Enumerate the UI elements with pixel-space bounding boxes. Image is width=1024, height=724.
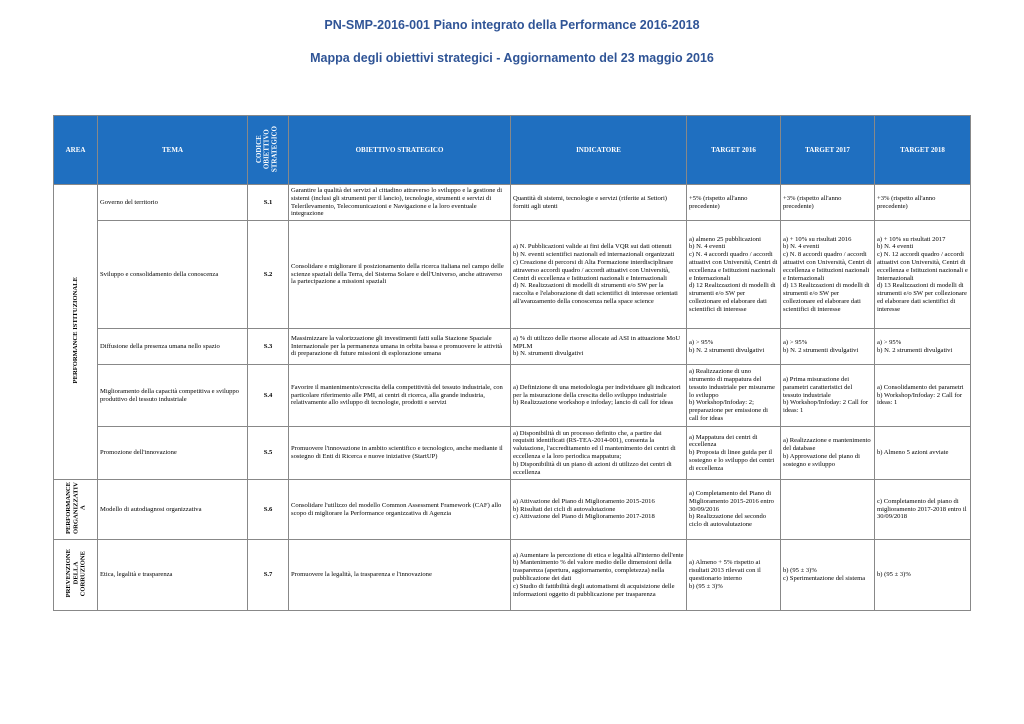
code-cell: S.3: [248, 329, 289, 365]
tema-cell: Modello di autodiagnosi organizzativa: [98, 480, 248, 540]
area-cell: [54, 540, 98, 611]
code-cell: S.2: [248, 221, 289, 329]
target-2018-cell: b) (95 ± 3)%: [875, 540, 971, 611]
table-row: [54, 185, 971, 221]
area-label: PREVENZIONE DELLA CORRUZIONE: [64, 549, 87, 598]
indicatore-cell: Quantità di sistemi, tecnologie e servizi (riferite ai Settori) forniti agli utenti: [511, 185, 687, 221]
indicatore-cell: a) N. Pubblicazioni valide ai fini della VQR sui dati ottenuti b) N. eventi scientifici nazionali ed internazionali organizzati c) Creazione di percorsi di Alta Formazione interdisciplinare attraverso accordi quadro / accordi attuativi con Università, Centri di eccellenza e Istituzioni nazionali e Internazionali d) N. Realizzazioni di modelli di strumenti e/o SW per la raccolta e l'elaborazione di dati scientifici di interesse orientati all'avanzamento della conoscenza nella space science: [511, 221, 687, 329]
obiettivo-cell: Consolidare l'utilizzo del modello Common Assessment Framework (CAF) allo scopo di migliorare la Performance organizzativa di Agenzia: [289, 480, 511, 540]
target-2016-cell: +5% (rispetto all'anno precedente): [687, 185, 781, 221]
header-row: [54, 116, 971, 185]
document-subtitle: Mappa degli obiettivi strategici - Aggiornamento del 23 maggio 2016: [310, 51, 714, 65]
target-2017-cell: a) + 10% su risultati 2016 b) N. 4 eventi c) N. 8 accordi quadro / accordi attuativi con Università, Centri di eccellenza e Istituzioni nazionali e Internazionali d) 13 Realizzazioni di modelli di strumenti e/o SW per collezionare ed elaborare dati scientifici di interesse: [781, 221, 875, 329]
obiettivo-cell: Massimizzare la valorizzazione gli investimenti fatti sulla Stazione Spaziale Internazionale per la permanenza umana in orbita bassa e promuovere le attività di preparazione di future missioni di esplorazione umana: [289, 329, 511, 365]
tema-cell: Miglioramento della capacità competitiva e sviluppo produttivo del tessuto industriale: [98, 365, 248, 427]
target-2018-cell: +3% (rispetto all'anno precedente): [875, 185, 971, 221]
indicatore-cell: a) Aumentare la percezione di etica e legalità all'interno dell'ente b) Mantenimento % del valore medio delle dimensioni della trasparenza (apertura, aggiornamento, completezza) nella pubblicazione dei dati c) Studio di fattibilità degli automatismi di acquisizione delle informazioni oggetto di pubblicazione per trasparenza: [511, 540, 687, 611]
indicatore-cell: a) Definizione di una metodologia per individuare gli indicatori per la misurazione della crescita dello sviluppo industriale b) Realizzazione workshop e infoday; lancio di call for ideas: [511, 365, 687, 427]
area-label: PERFORMANCE ORGANIZZATIV A: [64, 482, 87, 535]
target-2017-cell: a) Realizzazione e mantenimento del database b) Approvazione del piano di sostegno e sviluppo: [781, 427, 875, 480]
indicatore-cell: a) Disponibilità di un processo definito che, a partire dai requisiti identificati (RS-TEA-2014-001), consenta la valutazione, l'accreditamento ed il mantenimento dei centri di eccellenza e la loro periodica mappatura; b) Disponibilità di un piano di azioni di utilizzo dei centri di eccellenza: [511, 427, 687, 480]
target-2018-cell: c) Completamento del piano di miglioramento 2017-2018 entro il 30/09/2018: [875, 480, 971, 540]
table-row: [54, 540, 971, 611]
obiettivo-cell: Consolidare e migliorare il posizionamento della ricerca italiana nel campo delle scienze spaziali della Terra, del Sistema Solare e dell'Universo, anche attraverso la partecipazione a missioni spaziali: [289, 221, 511, 329]
obiettivo-cell: Promuovere la legalità, la trasparenza e l'innovazione: [289, 540, 511, 611]
table-row: [54, 427, 971, 480]
table-row: [54, 365, 971, 427]
tema-cell: Governo del territorio: [98, 185, 248, 221]
target-2018-cell: a) + 10% su risultati 2017 b) N. 4 eventi c) N. 12 accordi quadro / accordi attuativi con Università, Centri di eccellenza e Istituzioni nazionali e Internazionali d) 13 Realizzazioni di modelli di strumenti e/o SW per collezionare ed elaborare dati scientifici di interesse: [875, 221, 971, 329]
indicatore-cell: a) % di utilizzo delle risorse allocate ad ASI in attuazione MoU MPLM b) N. strumenti divulgativi: [511, 329, 687, 365]
target-2018-cell: a) Consolidamento dei parametri b) Workshop/Infoday: 2 Call for ideas: 1: [875, 365, 971, 427]
target-2017-cell: b) (95 ± 3)% c) Sperimentazione del sistema: [781, 540, 875, 611]
header-tema: TEMA: [98, 116, 248, 185]
tema-cell: Etica, legalità e trasparenza: [98, 540, 248, 611]
code-cell: S.5: [248, 427, 289, 480]
code-cell: S.6: [248, 480, 289, 540]
area-cell: [54, 185, 98, 480]
area-label: PERFORMANCE ISTITUZIONALE: [71, 277, 79, 384]
target-2017-cell: [781, 480, 875, 540]
header-codice-label: CODICE OBIETTIVO STRATEGICO: [255, 125, 279, 172]
table-row: [54, 221, 971, 329]
target-2016-cell: a) Almeno + 5% rispetto ai risultati 2013 rilevati con il questionario interno b) (95 ± 3)%: [687, 540, 781, 611]
target-2018-cell: a) > 95% b) N. 2 strumenti divulgativi: [875, 329, 971, 365]
header-target-2017: TARGET 2017: [781, 116, 875, 185]
header-target-2016: TARGET 2016: [687, 116, 781, 185]
table-row: [54, 329, 971, 365]
header-codice: [248, 116, 289, 185]
indicatore-cell: a) Attivazione del Piano di Miglioramento 2015-2016 b) Risultati dei cicli di autovalutazione c) Attivazione del Piano di Miglioramento 2017-2018: [511, 480, 687, 540]
obiettivo-cell: Garantire la qualità dei servizi al cittadino attraverso lo sviluppo e la gestione di sistemi (inclusi gli strumenti per il lancio), tecnologie, strumenti e servizi di Telerilevamento, Telecomunicazioni e Navigazione e la loro eventuale integrazione: [289, 185, 511, 221]
header-indicatore: INDICATORE: [511, 116, 687, 185]
document-title: PN-SMP-2016-001 Piano integrato della Performance 2016-2018: [324, 18, 700, 32]
tema-cell: Sviluppo e consolidamento della conoscenza: [98, 221, 248, 329]
obiettivo-cell: Promuovere l'innovazione in ambito scientifico e tecnologico, anche mediante il sostegno di Enti di Ricerca e nuove iniziative (StartUP): [289, 427, 511, 480]
tema-cell: Promozione dell'innovazione: [98, 427, 248, 480]
target-2017-cell: a) > 95% b) N. 2 strumenti divulgativi: [781, 329, 875, 365]
area-cell: [54, 480, 98, 540]
tema-cell: Diffusione della presenza umana nello spazio: [98, 329, 248, 365]
target-2016-cell: a) almeno 25 pubblicazioni b) N. 4 eventi c) N. 4 accordi quadro / accordi attuativi con Università, Centri di eccellenza e Istituzioni nazionali e Internazionali d) 12 Realizzazioni di modelli di strumenti e/o SW per collezionare ed elaborare dati scientifici di interesse: [687, 221, 781, 329]
header-area: AREA: [54, 116, 98, 185]
target-2016-cell: a) Realizzazione di uno strumento di mappatura del tessuto industriale per misurarne lo sviluppo b) Workshop/Infoday: 2; preparazione per emissione di call for ideas: [687, 365, 781, 427]
obiettivo-cell: Favorire il mantenimento/crescita della competitività del tessuto industriale, con particolare riferimento alle PMI, ai centri di ricerca, alla grande industria, relativamente allo sviluppo di tecnologie, prodotti e servizi: [289, 365, 511, 427]
target-2017-cell: a) Prima misurazione dei parametri caratteristici del tessuto industriale b) Workshop/Infoday: 2 Call for ideas: 1: [781, 365, 875, 427]
target-2016-cell: a) Mappatura dei centri di eccellenza b) Proposta di linee guida per il sostegno e lo sviluppo dei centri di eccellenza: [687, 427, 781, 480]
target-2016-cell: a) Completamento del Piano di Miglioramento 2015-2016 entro 30/09/2016 b) Realizzazione del secondo ciclo di autovalutazione: [687, 480, 781, 540]
target-2016-cell: a) > 95% b) N. 2 strumenti divulgativi: [687, 329, 781, 365]
target-2017-cell: +3% (rispetto all'anno precedente): [781, 185, 875, 221]
target-2018-cell: b) Almeno 5 azioni avviate: [875, 427, 971, 480]
code-cell: S.1: [248, 185, 289, 221]
header-obiettivo: OBIETTIVO STRATEGICO: [289, 116, 511, 185]
code-cell: S.7: [248, 540, 289, 611]
table-row: [54, 480, 971, 540]
objectives-table: [53, 115, 971, 611]
header-target-2018: TARGET 2018: [875, 116, 971, 185]
code-cell: S.4: [248, 365, 289, 427]
